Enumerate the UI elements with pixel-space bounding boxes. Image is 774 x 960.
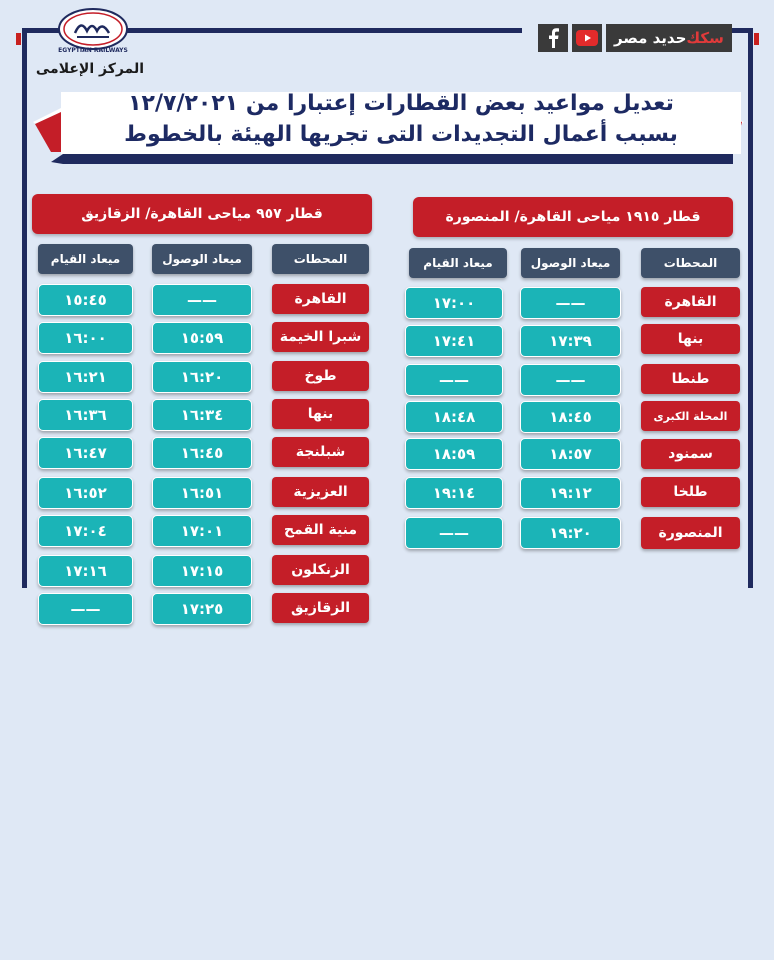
media-center-label: المركز الإعلامى [35, 61, 144, 77]
train-957-arrival: ١٦:٤٥ [152, 437, 252, 469]
train-1915-departure: ١٧:٠٠ [405, 287, 503, 319]
train-957-header-departure: ميعاد القيام [38, 244, 133, 274]
train-1915-arrival: ١٩:٢٠ [520, 517, 621, 549]
train-1915-station: بنها [641, 324, 740, 354]
train-957-station: طوخ [272, 361, 369, 391]
train-1915-departure: —— [405, 517, 503, 549]
train-1915-station: المحلة الكبرى [641, 401, 740, 431]
train-957-arrival: ١٦:٥١ [152, 477, 252, 509]
train-1915-departure: ١٨:٥٩ [405, 438, 503, 470]
train-957-station: الزنكلون [272, 555, 369, 585]
train-957-station: شبلنجة [272, 437, 369, 467]
train-1915-arrival: ١٨:٤٥ [520, 401, 621, 433]
train-1915-station: طلخا [641, 477, 740, 507]
train-957-station: شبرا الخيمة [272, 322, 369, 352]
train-1915-arrival: ١٩:١٢ [520, 477, 621, 509]
train-957-station: بنها [272, 399, 369, 429]
train-957-arrival: ١٧:١٥ [152, 555, 252, 587]
train-957-station: العزيزية [272, 477, 369, 507]
train-957-arrival: ١٧:٠١ [152, 515, 252, 547]
train-957-station: القاهرة [272, 284, 369, 314]
train-1915-departure: ١٧:٤١ [405, 325, 503, 357]
train-1915-station: سمنود [641, 439, 740, 469]
train-957-arrival: ١٥:٥٩ [152, 322, 252, 354]
train-957-arrival: —— [152, 284, 252, 316]
train-957-header-arrival: ميعاد الوصول [152, 244, 252, 274]
train-957-station: الزقازيق [272, 593, 369, 623]
title-banner [33, 92, 744, 176]
youtube-icon[interactable] [572, 24, 602, 52]
social-bar [538, 24, 732, 52]
train-1915-label: قطار ١٩١٥ مياحى القاهرة/ المنصورة [413, 197, 733, 237]
title-line-2: بسبب أعمال التجديدات التى تجريها الهيئة بالخطوط [124, 122, 678, 147]
page-name-rest: حديد مصر [614, 29, 687, 47]
train-957-departure: —— [38, 593, 133, 625]
frame-left-line [22, 28, 27, 588]
frame-accent-left [16, 33, 21, 45]
train-957-header-stations: المحطات [272, 244, 369, 274]
train-957-arrival: ١٧:٢٥ [152, 593, 252, 625]
train-1915-header-stations: المحطات [641, 248, 740, 278]
train-957-departure: ١٧:١٦ [38, 555, 133, 587]
train-1915-arrival: —— [520, 287, 621, 319]
title-box [61, 92, 741, 154]
train-1915-arrival: —— [520, 364, 621, 396]
train-1915-station: المنصورة [641, 517, 740, 549]
train-957-departure: ١٥:٤٥ [38, 284, 133, 316]
train-1915-station: القاهرة [641, 287, 740, 317]
train-1915-arrival: ١٨:٥٧ [520, 438, 621, 470]
title-line-1: تعديل مواعيد بعض القطارات إعتبارا من ١٢/٧/٢٠٢١ [128, 91, 674, 116]
train-957-label: قطار ٩٥٧ مياحى القاهرة/ الزقازيق [32, 194, 372, 234]
facebook-icon[interactable] [538, 24, 568, 52]
train-1915-header-arrival: ميعاد الوصول [521, 248, 620, 278]
page-name-highlight: سكك [686, 29, 724, 47]
egyptian-railways-page-name[interactable] [606, 24, 732, 52]
egyptian-railways-logo [55, 6, 131, 54]
train-1915-arrival: ١٧:٣٩ [520, 325, 621, 357]
frame-right-line [748, 28, 753, 588]
train-957-departure: ١٦:٣٦ [38, 399, 133, 431]
train-1915-header-departure: ميعاد القيام [409, 248, 507, 278]
train-1915-departure: —— [405, 364, 503, 396]
train-957-departure: ١٦:٥٢ [38, 477, 133, 509]
train-957-departure: ١٦:٤٧ [38, 437, 133, 469]
svg-text:EGYPTIAN RAILWAYS: EGYPTIAN RAILWAYS [58, 47, 128, 54]
train-1915-departure: ١٩:١٤ [405, 477, 503, 509]
train-1915-departure: ١٨:٤٨ [405, 401, 503, 433]
frame-accent-right [754, 33, 759, 45]
train-957-departure: ١٦:٠٠ [38, 322, 133, 354]
train-957-departure: ١٧:٠٤ [38, 515, 133, 547]
train-957-departure: ١٦:٢١ [38, 361, 133, 393]
train-1915-station: طنطا [641, 364, 740, 394]
train-957-arrival: ١٦:٣٤ [152, 399, 252, 431]
train-957-station: منية القمح [272, 515, 369, 545]
train-957-arrival: ١٦:٢٠ [152, 361, 252, 393]
